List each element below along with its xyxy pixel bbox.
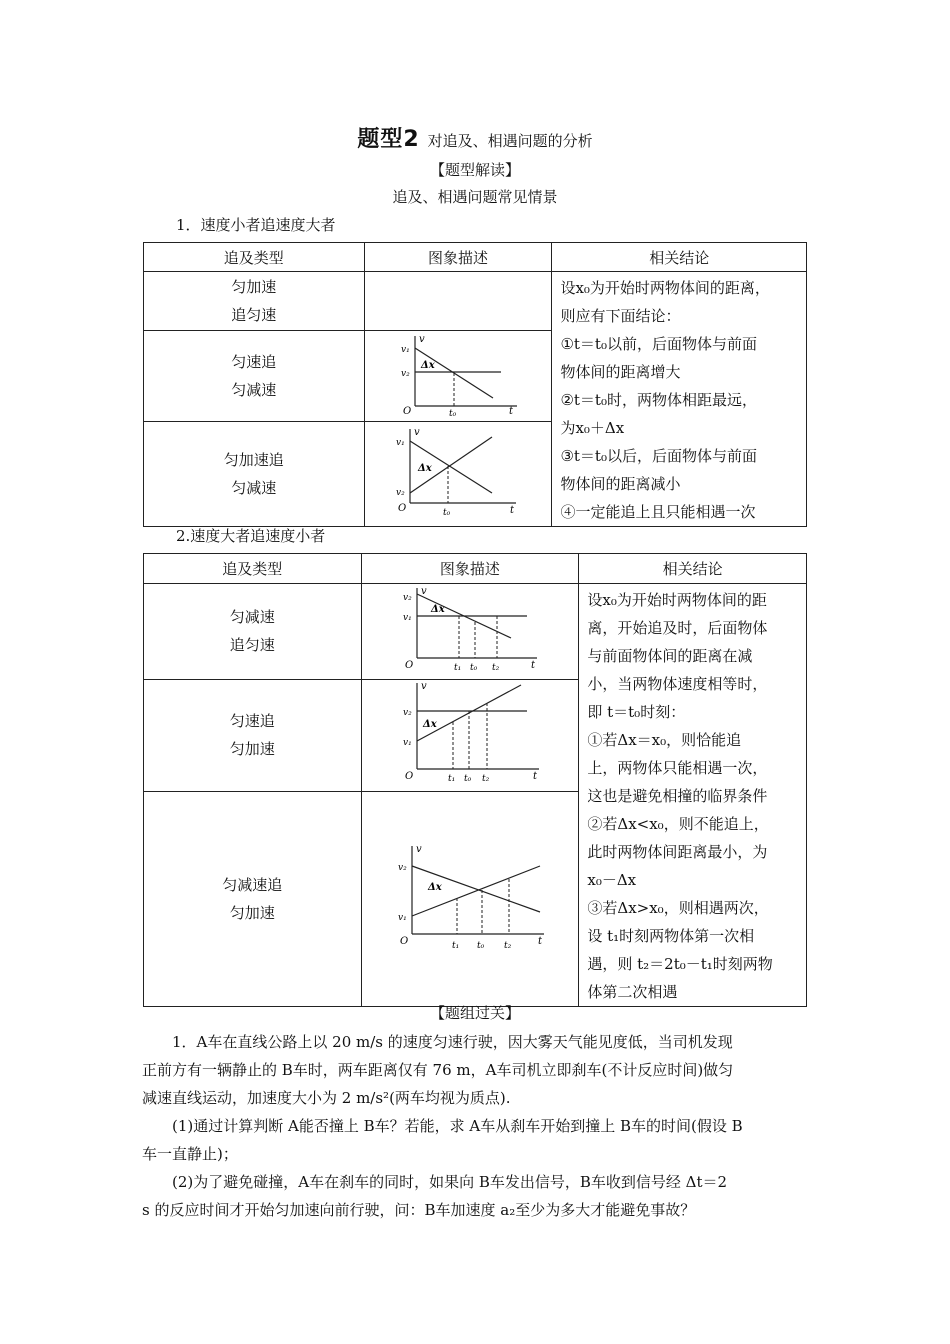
exercise-heading: 【题组过关】 [429,1004,520,1022]
svg-text:O: O [404,771,414,783]
svg-text:t₁: t₁ [451,940,460,951]
vt-graph-uniform-chase-accel [395,681,545,785]
svg-text:t: t [537,935,542,947]
svg-text:Δx: Δx [427,881,442,893]
table2-header-conclusion: 相关结论 [579,554,807,584]
table2-header-graph: 图象描述 [361,554,579,584]
table1-header-conclusion: 相关结论 [552,243,807,272]
svg-text:O: O [397,503,407,515]
section1-heading: 1．速度小者追速度大者 [176,216,336,234]
table1-row1-graph-empty [364,272,552,331]
svg-text:t₀: t₀ [448,409,457,417]
page-title [0,122,950,153]
svg-text:v: v [415,843,422,855]
title-rest: 对追及、相遇问题的分析 [427,132,593,150]
svg-text:v₁: v₁ [402,738,412,749]
svg-text:Δx: Δx [430,604,445,616]
vt-graph-decel-chase-accel [390,842,550,952]
svg-text:Δx: Δx [420,360,435,372]
table2-row2-type: 匀速追 匀加速 [144,679,362,791]
table2-conclusion: 设x₀为开始时两物体间的距 离，开始追及时，后面物体 与前面物体间的距离在减 小，当两物体速度相等时， 即 t＝t₀时刻： ①若Δx＝x₀，则恰能追 上，两物体只能相遇一次， 这也是避免相撞的临界条件 ②若Δx<x₀，则不能追上， 此时两物体间距离最小，为 x₀－Δx ③若Δx>x₀，则相遇两次， 设 t₁时刻两物体第一次相 遇，则 t₂＝2t₀－t₁时刻两物 体第二次相遇 [579,584,807,1007]
table2-row1-type: 匀减速 追匀速 [144,584,362,680]
table1-row3-type: 匀加速追 匀减速 [144,422,365,527]
svg-text:v₂: v₂ [400,369,410,380]
svg-text:t: t [532,771,537,783]
svg-text:Δx: Δx [422,719,437,731]
svg-text:v: v [418,334,425,346]
table-2 [143,553,807,1007]
vt-graph-decel-chase-uniform [395,586,545,672]
vt-graph-uniform-chase-decel [393,332,523,416]
svg-text:v₂: v₂ [402,708,412,719]
svg-text:O: O [399,935,409,947]
svg-text:t₁: t₁ [447,774,456,785]
svg-text:v₂: v₂ [397,862,407,873]
svg-text:t₂: t₂ [503,940,512,951]
svg-text:v: v [413,427,420,439]
table-1 [143,242,807,527]
svg-text:t₀: t₀ [476,940,485,951]
exercise-question-1: 1．A车在直线公路上以 20 m/s 的速度匀速行驶，因大雾天气能见度低，当司机发现 正前方有一辆静止的 B车时，两车距离仅有 76 m，A车司机立即刹车(不计反应时间)做匀 减速直线运动，加速度大小为 2 m/s²(两车均视为质点). (1)通过计算判断 A能否撞上 B车？若能，求 A车从刹车开始到撞上 B车的时间(假设 B 车一直静止)； (2)为了避免碰撞，A车在刹车的同时，如果向 B车发出信号，B车收到信号经 Δt＝2 s 的反应时间才开始匀加速向前行驶，问：B车加速度 a₂至少为多大才能避免事故？ [142,1033,743,1219]
svg-text:t₂: t₂ [481,774,490,785]
table1-header-graph: 图象描述 [364,243,552,272]
table2-row3-type: 匀减速追 匀加速 [144,791,362,1006]
svg-text:O: O [404,660,414,672]
table1-header-type: 追及类型 [144,243,365,272]
svg-text:v₁: v₁ [400,345,410,356]
svg-text:v: v [420,681,427,693]
svg-text:t: t [508,406,514,417]
svg-text:t: t [530,660,535,672]
svg-text:t: t [509,505,515,517]
svg-text:v: v [420,586,427,598]
table1-row3-graph [364,422,552,527]
vt-graph-accel-chase-decel [388,425,528,519]
svg-text:t₂: t₂ [491,663,500,673]
svg-text:Δx: Δx [417,463,432,475]
subtitle: 【题型解读】 [429,161,520,179]
svg-text:t₀: t₀ [442,508,451,519]
svg-text:v₁: v₁ [397,912,407,923]
table1-row2-graph [364,331,552,422]
svg-text:t₀: t₀ [463,774,472,785]
table2-header-type: 追及类型 [144,554,362,584]
svg-text:t₁: t₁ [453,663,462,673]
table2-row2-graph [361,679,579,791]
table2-row1-graph [361,584,579,680]
svg-text:t₀: t₀ [469,663,478,673]
table1-row2-type: 匀速追 匀减速 [144,331,365,422]
svg-text:O: O [402,406,412,417]
table2-row3-graph [361,791,579,1006]
table1-conclusion: 设x₀为开始时两物体间的距离， 则应有下面结论： ①t＝t₀以前，后面物体与前面 物体间的距离增大 ②t＝t₀时，两物体相距最远， 为x₀＋Δx ③t＝t₀以后，后面物体与前面 物体间的距离减小 ④一定能追上且只能相遇一次 [552,272,807,527]
section2-heading: 2.速度大者追速度小者 [176,527,326,545]
table1-row1-type: 匀加速 追匀速 [144,272,365,331]
caption: 追及、相遇问题常见情景 [392,188,558,206]
svg-text:v₁: v₁ [402,613,412,624]
title-bold: 题型2 [357,127,420,152]
svg-text:v₂: v₂ [402,593,412,604]
svg-text:v₂: v₂ [395,488,405,499]
svg-text:v₁: v₁ [395,438,405,449]
